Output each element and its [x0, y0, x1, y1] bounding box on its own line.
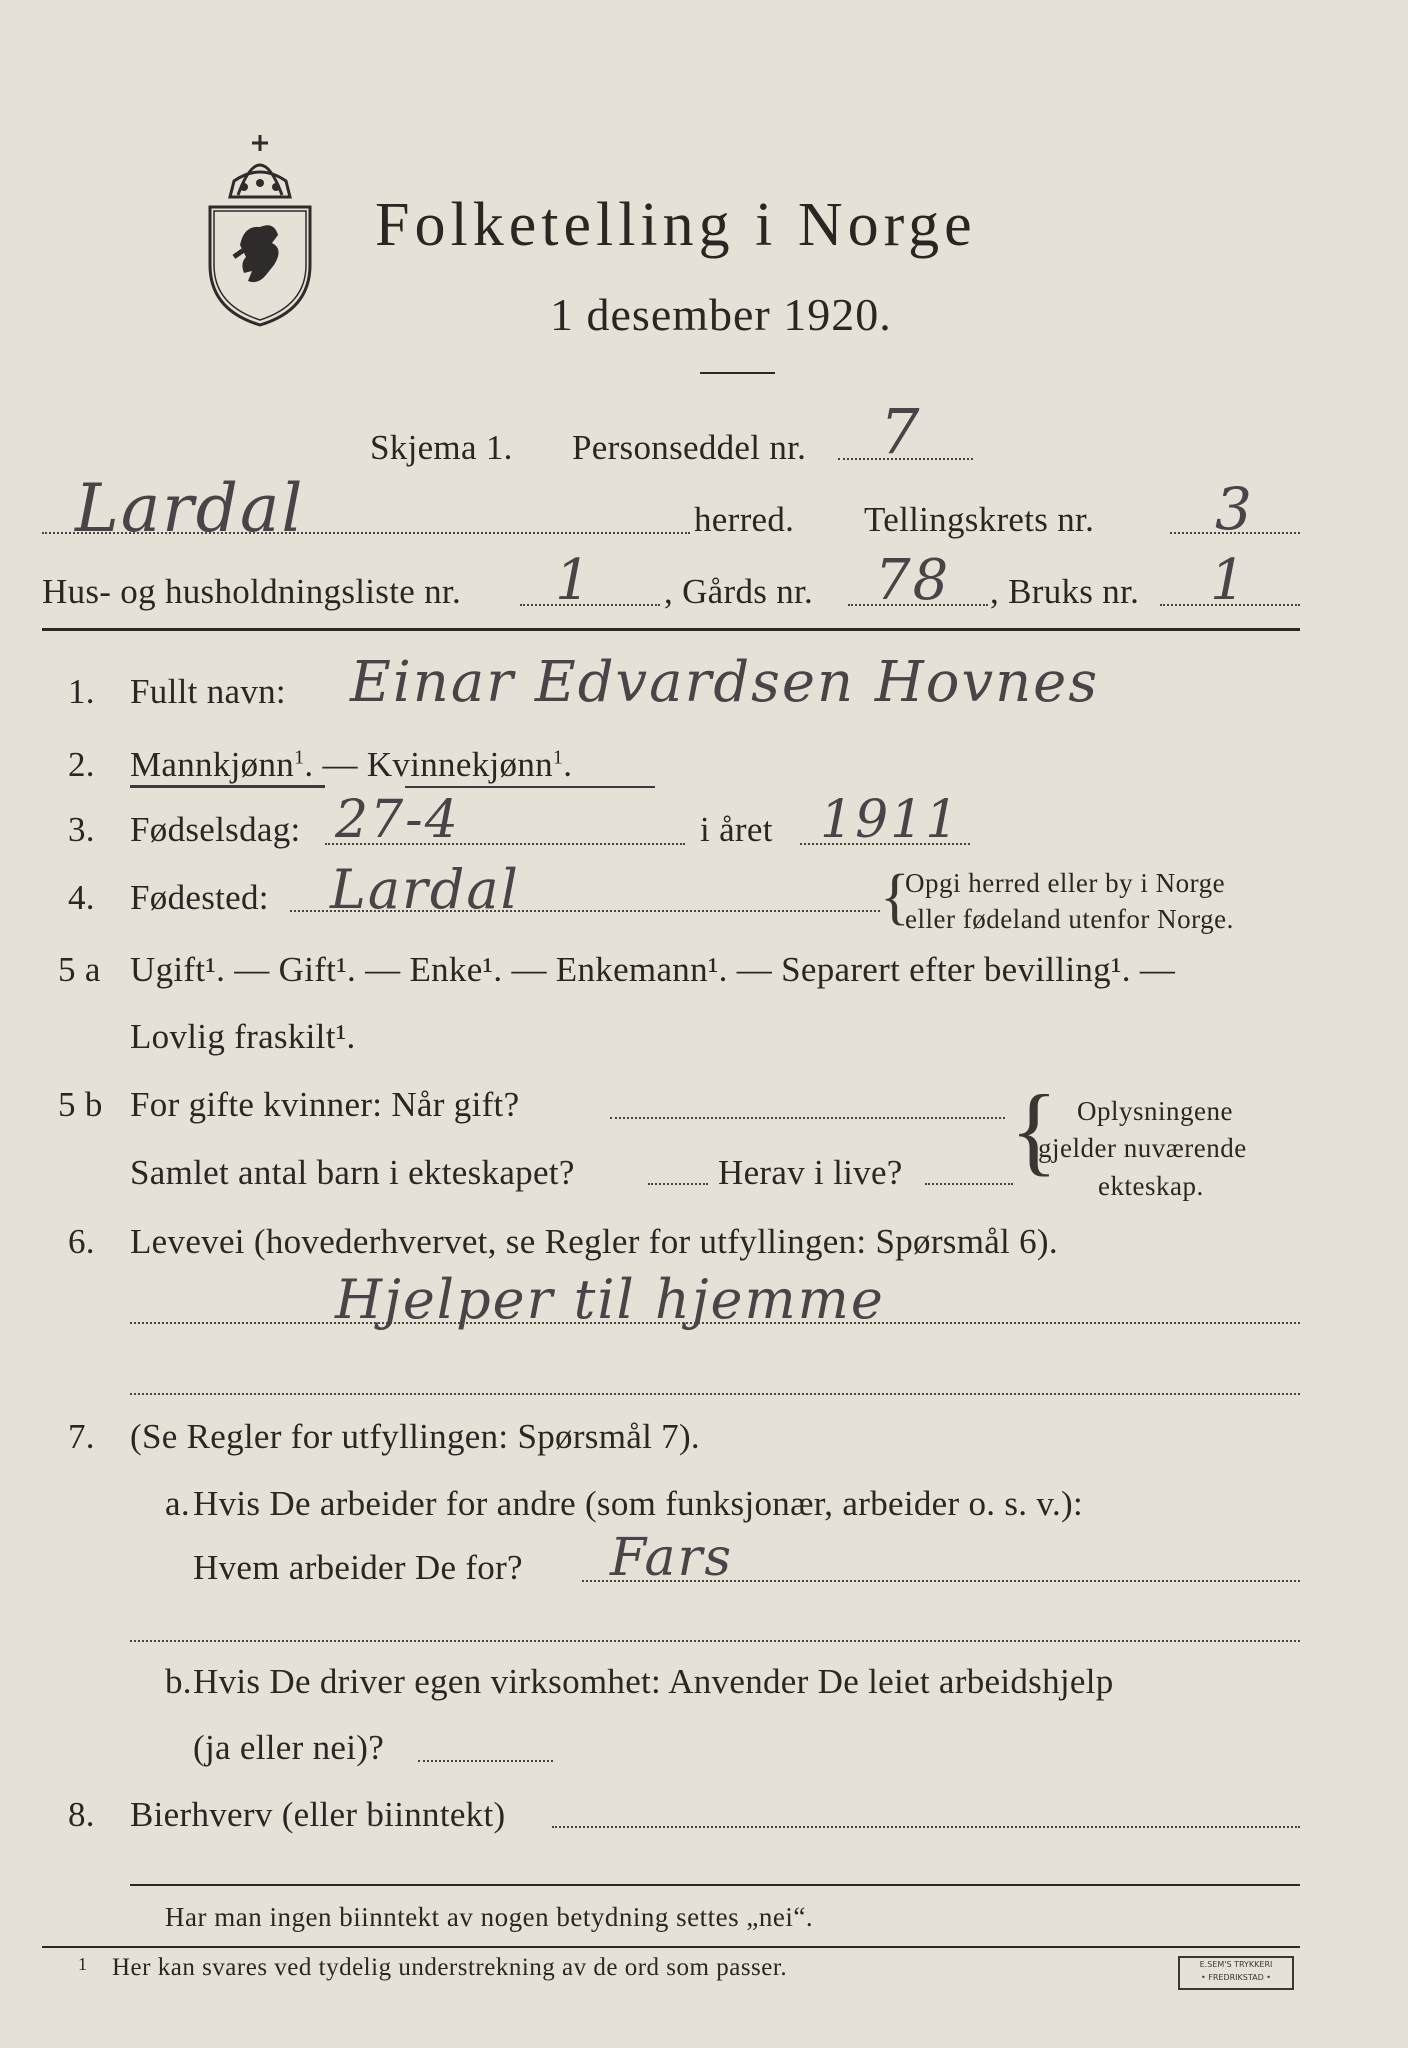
q4-label: Fødested: [130, 878, 269, 917]
q3-year-value: 1911 [820, 790, 961, 850]
q5b-alive-field[interactable] [925, 1183, 1013, 1185]
q5b-brace: { [1010, 1074, 1058, 1185]
norwegian-coat-of-arms-icon [200, 125, 320, 330]
q1-label: Fullt navn: [130, 672, 286, 711]
footnote-number: 1 [78, 1954, 87, 1974]
q6-number: 6. [68, 1222, 95, 1261]
personseddel-label: Personseddel nr. [572, 428, 807, 467]
footnote-text: Her kan svares ved tydelig understrekning av de ord som passer. [112, 1954, 788, 1981]
q5a-options[interactable]: Ugift¹. — Gift¹. — Enke¹. — Enkemann¹. — Separert efter bevilling¹. — [130, 950, 1176, 989]
q7-label: (Se Regler for utfyllingen: Spørsmål 7). [130, 1417, 700, 1456]
tellingskrets-value: 3 [1215, 475, 1254, 543]
printer-stamp-line-2: • FREDRIKSTAD • [1200, 1973, 1272, 1982]
gards-value: 78 [875, 548, 951, 613]
q2-underline-mann [130, 785, 325, 788]
q2-strike-kvinne [405, 786, 655, 788]
q6-field-1[interactable] [130, 1322, 1300, 1324]
herred-field[interactable] [42, 532, 690, 534]
form-date: 1 desember 1920. [550, 289, 892, 340]
q4-number: 4. [68, 878, 95, 917]
herred-label: herred. [694, 500, 795, 539]
q2-end: . [563, 745, 573, 784]
q4-value: Lardal [330, 858, 520, 921]
q3-number: 3. [68, 810, 95, 849]
q5b-alive-label: Herav i live? [718, 1153, 903, 1192]
q6-field-2[interactable] [130, 1393, 1300, 1395]
q7b-line2: (ja eller nei)? [193, 1728, 385, 1767]
q6-value: Hjelper til hjemme [335, 1268, 885, 1331]
bruks-label: , Bruks nr. [990, 572, 1140, 611]
printer-stamp [1178, 1956, 1294, 1990]
bruks-value: 1 [1210, 548, 1248, 613]
q5b-children-label: Samlet antal barn i ekteskapet? [130, 1153, 575, 1192]
title-divider [700, 372, 775, 374]
q8-number: 8. [68, 1795, 95, 1834]
q5a-number: 5 a [58, 950, 101, 989]
q2-number: 2. [68, 745, 95, 784]
footnote-divider [42, 1946, 1300, 1948]
q4-note-2: eller fødeland utenfor Norge. [905, 904, 1234, 934]
q5b-note-3: ekteskap. [1098, 1171, 1204, 1201]
q7a-line2: Hvem arbeider De for? [193, 1548, 523, 1587]
q3-year-label: i året [700, 810, 773, 849]
q7-number: 7. [68, 1417, 95, 1456]
hus-label: Hus- og husholdningsliste nr. [42, 572, 461, 611]
q5b-children-field[interactable] [648, 1183, 708, 1185]
q1-value: Einar Edvardsen Hovnes [350, 650, 1100, 715]
q6-label: Levevei (hovederhvervet, se Regler for utfyllingen: Spørsmål 6). [130, 1222, 1058, 1261]
printer-stamp-line-1: E.SEM'S TRYKKERI [1199, 1960, 1273, 1969]
q5b-note-1: Oplysningene [1077, 1096, 1233, 1126]
tellingskrets-label: Tellingskrets nr. [864, 500, 1095, 539]
q7a-line1: Hvis De arbeider for andre (som funksjonær, arbeider o. s. v.): [193, 1484, 1083, 1523]
herred-value: Lardal [75, 470, 305, 547]
q4-brace: { [880, 863, 910, 931]
q2-gender-options [130, 745, 572, 785]
q7b-letter: b. [165, 1662, 192, 1701]
q2-footnote-ref-2: 1 [552, 746, 564, 769]
q8-label: Bierhverv (eller biinntekt) [130, 1795, 506, 1834]
q2-footnote-ref-1: 1 [294, 746, 305, 769]
q2-mann[interactable]: Mannkjønn [130, 745, 295, 784]
q8-field[interactable] [552, 1826, 1300, 1828]
form-title: Folketelling i Norge [375, 191, 977, 259]
q2-kvinne[interactable]: Kvinnekjønn [366, 745, 553, 784]
q1-number: 1. [68, 672, 95, 711]
q4-note-1: Opgi herred eller by i Norge [905, 868, 1226, 898]
q5b-when-married-label: For gifte kvinner: Når gift? [130, 1085, 520, 1124]
q3-label: Fødselsdag: [130, 810, 301, 849]
header-divider [42, 628, 1300, 631]
q3-value: 27-4 [335, 790, 460, 850]
q8-field-2[interactable] [130, 1884, 1300, 1886]
q7a-letter: a. [165, 1484, 190, 1523]
footer-note: Har man ingen biinntekt av nogen betydning settes „nei“. [165, 1902, 814, 1932]
q5b-number: 5 b [58, 1085, 103, 1124]
gards-label: , Gårds nr. [664, 572, 814, 611]
hus-value: 1 [555, 548, 593, 613]
q7b-line1: Hvis De driver egen virksomhet: Anvender De leiet arbeidshjelp [193, 1662, 1114, 1701]
q7b-field[interactable] [418, 1760, 553, 1762]
q5b-when-married-field[interactable] [610, 1117, 1005, 1119]
q7a-value: Fars [610, 1528, 734, 1588]
q5a-options-2[interactable]: Lovlig fraskilt¹. [130, 1017, 356, 1056]
skjema-label: Skjema 1. [370, 428, 513, 467]
q2-separator: . — [304, 745, 367, 784]
q7a-field-2[interactable] [130, 1640, 1300, 1642]
q5b-note-2: gjelder nuværende [1038, 1133, 1247, 1163]
personseddel-value: 7 [880, 395, 922, 468]
